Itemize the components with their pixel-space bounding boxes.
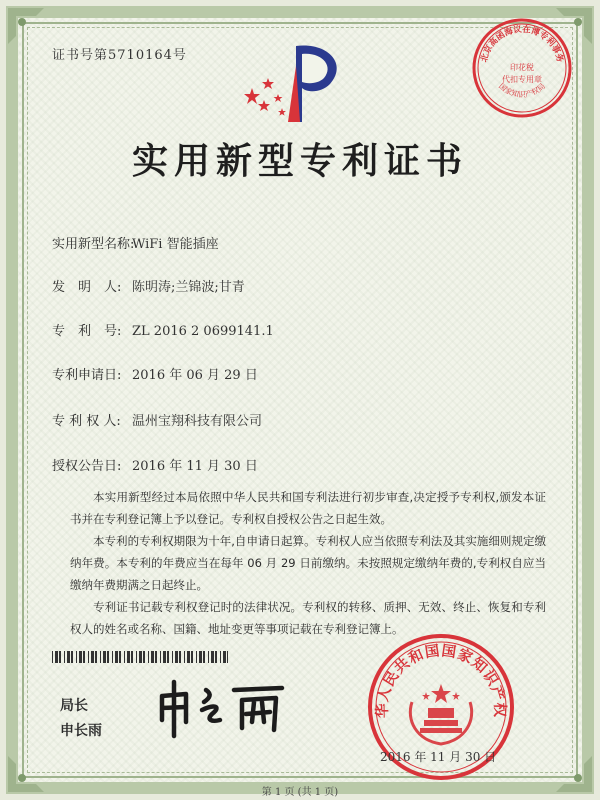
field-value: 陈明涛;兰锦波;甘青 xyxy=(132,280,245,295)
field-label: 实用新型名称: xyxy=(52,237,135,252)
top-seal-ring-text: 北京高函海议在博专利事务 xyxy=(479,24,565,64)
certificate-title: 实用新型专利证书 xyxy=(131,140,468,182)
body-paragraph: 本实用新型经过本局依照中华人民共和国专利法进行初步审查,决定授予专利权,颁发本证书并在专利登记簿上予以登记。专利权自授权公告之日起生效。 xyxy=(70,490,546,526)
field-value: ZL 2016 2 0699141.1 xyxy=(132,324,274,339)
certificate-number: 证书号第5710164号 xyxy=(52,48,187,63)
field-label: 专 利 号: xyxy=(52,324,122,339)
certificate-body xyxy=(70,486,546,640)
tax-stamp-seal xyxy=(470,16,574,120)
top-seal-line-2: 代扣专用章 xyxy=(502,75,542,84)
top-seal-bottom-text: 国家知识产权局 xyxy=(497,81,547,99)
field-value: 2016 年 11 月 30 日 xyxy=(132,459,258,474)
director-title: 局长 xyxy=(60,698,88,714)
issue-date: 2016 年 11 月 30 日 xyxy=(380,750,497,764)
director-name: 申长雨 xyxy=(60,723,102,739)
field-label: 专 利 权 人: xyxy=(52,414,121,429)
body-paragraph: 专利证书记载专利权登记时的法律状况。专利权的转移、质押、无效、终止、恢复和专利权人的姓名或名称、国籍、地址变更等事项记载在专利登记簿上。 xyxy=(70,600,546,636)
svg-text:国家知识产权局 xyxy=(497,81,547,98)
barcode xyxy=(52,648,228,660)
field-label: 发 明 人: xyxy=(52,280,122,295)
svg-text:中华人民共和国国家知识产权局 xyxy=(366,632,509,718)
corner-ornament-top-left xyxy=(6,6,46,46)
field-value: WiFi 智能插座 xyxy=(132,237,219,252)
top-seal-line-1: 印花税 xyxy=(510,63,534,72)
page-number: 第 1 页 (共 1 页) xyxy=(261,787,339,798)
field-label: 专利申请日: xyxy=(52,368,122,383)
field-patentee xyxy=(52,410,262,429)
cnipa-logo-icon xyxy=(238,36,358,128)
field-utility-model-name xyxy=(52,233,219,252)
body-paragraph: 本专利的专利权期限为十年,自申请日起算。专利权人应当依照专利法及其实施细则规定缴纳年费。本专利的年费应当在每年 06 月 29 日前缴纳。未按照规定缴纳年费的,专利权自应当缴纳年费期满之日起终止。 xyxy=(70,534,546,592)
field-grant-date xyxy=(52,455,258,474)
director-signature xyxy=(150,676,300,740)
field-patent-number xyxy=(52,320,274,339)
field-application-date xyxy=(52,364,258,383)
field-inventors xyxy=(52,276,245,295)
field-value: 温州宝翔科技有限公司 xyxy=(132,414,263,429)
field-label: 授权公告日: xyxy=(52,459,122,474)
main-seal-ring-text: 华人民共和国国家知识产权 xyxy=(374,643,508,719)
field-value: 2016 年 06 月 29 日 xyxy=(132,368,258,383)
